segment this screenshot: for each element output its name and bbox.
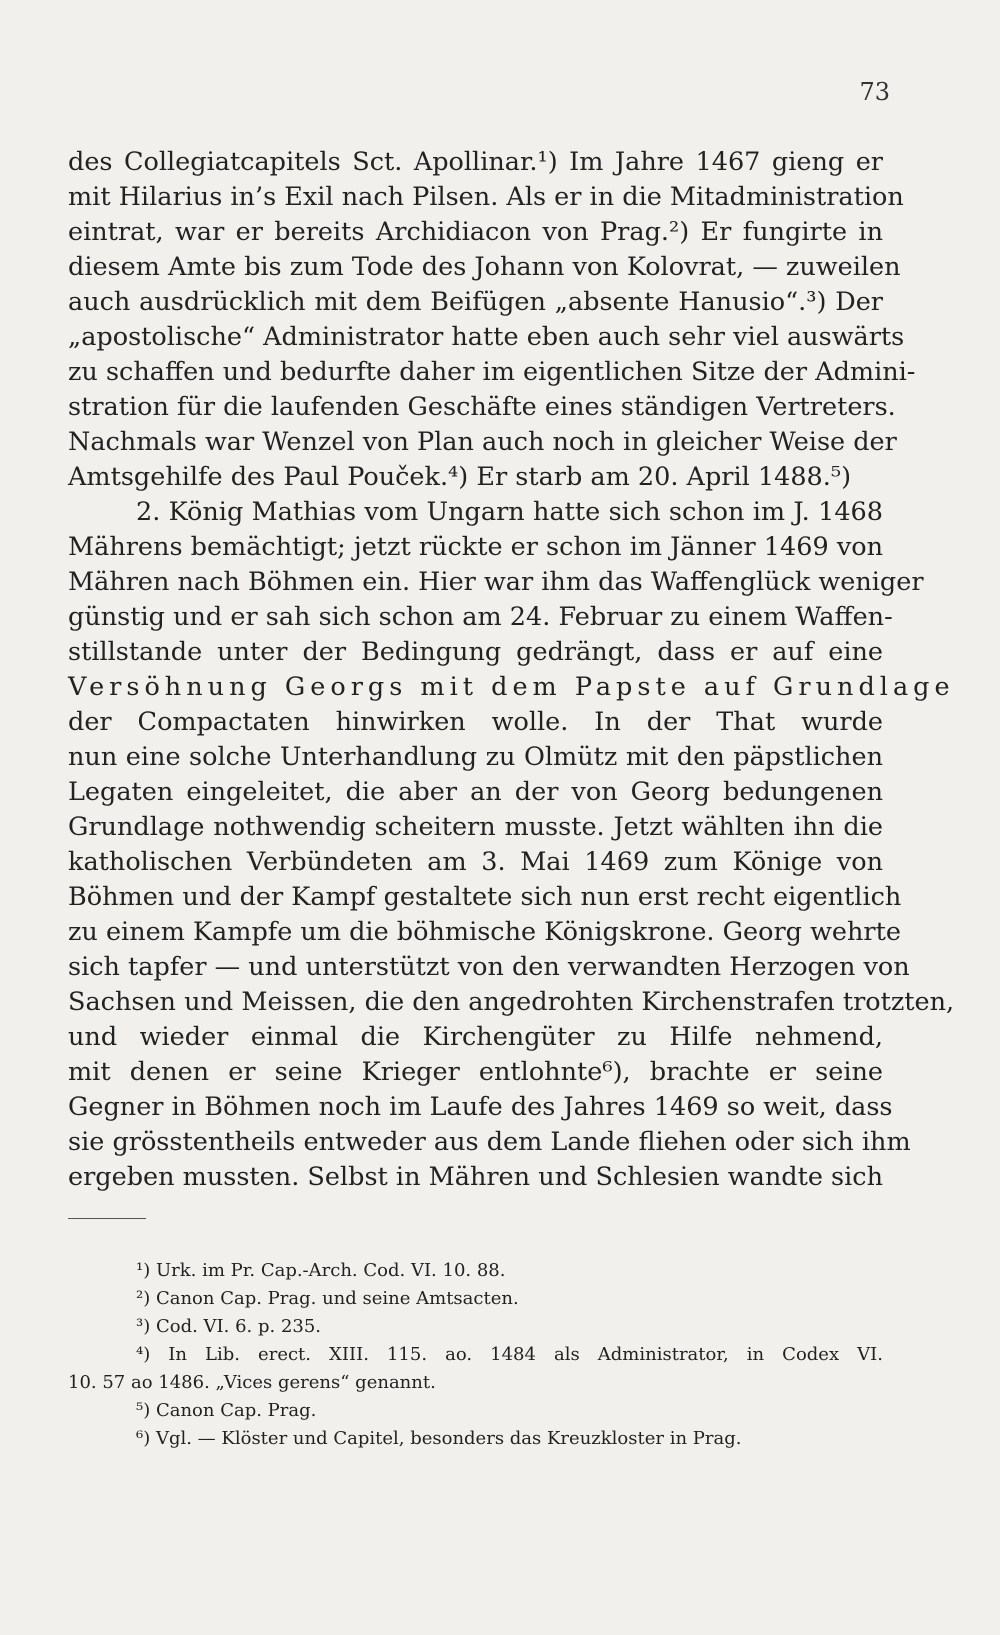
text-line: Versöhnung Georgs mit dem Papste auf Grundlage: [68, 672, 955, 702]
text-line: zu einem Kampfe um die böhmische Königskrone. Georg wehrte: [68, 917, 901, 947]
footnote: ⁴) In Lib. erect. XIII. 115. ao. 1484 als Administrator, in Codex VI.: [136, 1344, 883, 1365]
text-line: stration für die laufenden Geschäfte eines ständigen Vertreters.: [68, 392, 896, 422]
text-line: nun eine solche Unterhandlung zu Olmütz mit den päpstlichen: [68, 742, 883, 772]
text-line: Grundlage nothwendig scheitern musste. Jetzt wählten ihn die: [68, 812, 883, 842]
body-text: [68, 145, 955, 1195]
text-line: und wieder einmal die Kirchengüter zu Hilfe nehmend,: [68, 1022, 883, 1052]
footnote: ²) Canon Cap. Prag. und seine Amtsacten.: [136, 1288, 519, 1309]
text-line: ergeben mussten. Selbst in Mähren und Schlesien wandte sich: [68, 1162, 883, 1192]
text-line: mit denen er seine Krieger entlohnte⁶), brachte er seine: [68, 1057, 883, 1087]
text-line: 2. König Mathias vom Ungarn hatte sich schon im J. 1468: [136, 497, 883, 527]
text-line: katholischen Verbündeten am 3. Mai 1469 zum Könige von: [68, 847, 883, 877]
footnote: ¹) Urk. im Pr. Cap.-Arch. Cod. VI. 10. 88.: [136, 1260, 506, 1281]
text-line: sich tapfer — und unterstützt von den verwandten Herzogen von: [68, 952, 910, 982]
text-line: Gegner in Böhmen noch im Laufe des Jahres 1469 so weit, dass: [68, 1092, 893, 1122]
text-line: zu schaffen und bedurfte daher im eigentlichen Sitze der Admini-: [68, 357, 916, 387]
footnote: ⁵) Canon Cap. Prag.: [136, 1400, 317, 1421]
footnote-divider: [68, 1218, 146, 1219]
text-line: Böhmen und der Kampf gestaltete sich nun erst recht eigentlich: [68, 882, 902, 912]
text-line: diesem Amte bis zum Tode des Johann von Kolovrat, — zuweilen: [68, 252, 901, 282]
text-line: eintrat, war er bereits Archidiacon von Prag.²) Er fungirte in: [68, 217, 883, 247]
page-number: 73: [859, 78, 890, 106]
text-line: Amtsgehilfe des Paul Pouček.⁴) Er starb am 20. April 1488.⁵): [68, 462, 852, 492]
footnote-continuation: 10. 57 ao 1486. „Vices gerens“ genannt.: [68, 1372, 436, 1393]
text-line: der Compactaten hinwirken wolle. In der That wurde: [68, 707, 883, 737]
text-line: Nachmals war Wenzel von Plan auch noch in gleicher Weise der: [68, 427, 897, 457]
text-line: Sachsen und Meissen, die den angedrohten Kirchenstrafen trotzten,: [68, 987, 955, 1017]
text-line: Legaten eingeleitet, die aber an der von Georg bedungenen: [68, 777, 883, 807]
footnote: ⁶) Vgl. — Klöster und Capitel, besonders das Kreuzkloster in Prag.: [136, 1428, 742, 1449]
text-line: Mähren nach Böhmen ein. Hier war ihm das Waffenglück weniger: [68, 567, 924, 597]
text-line: des Collegiatcapitels Sct. Apollinar.¹) Im Jahre 1467 gieng er: [68, 147, 883, 177]
text-line: „apostolische“ Administrator hatte eben auch sehr viel auswärts: [68, 322, 905, 352]
text-line: sie grösstentheils entweder aus dem Lande fliehen oder sich ihm: [68, 1127, 911, 1157]
text-line: stillstande unter der Bedingung gedrängt, dass er auf eine: [68, 637, 883, 667]
text-line: auch ausdrücklich mit dem Beifügen „absente Hanusio“.³) Der: [68, 287, 883, 317]
text-line: günstig und er sah sich schon am 24. Februar zu einem Waffen-: [68, 602, 893, 632]
footnotes: [68, 1257, 883, 1453]
text-line: mit Hilarius in’s Exil nach Pilsen. Als er in die Mitadministration: [68, 182, 904, 212]
text-line: Mährens bemächtigt; jetzt rückte er schon im Jänner 1469 von: [68, 532, 883, 562]
footnote: ³) Cod. VI. 6. p. 235.: [136, 1316, 322, 1337]
